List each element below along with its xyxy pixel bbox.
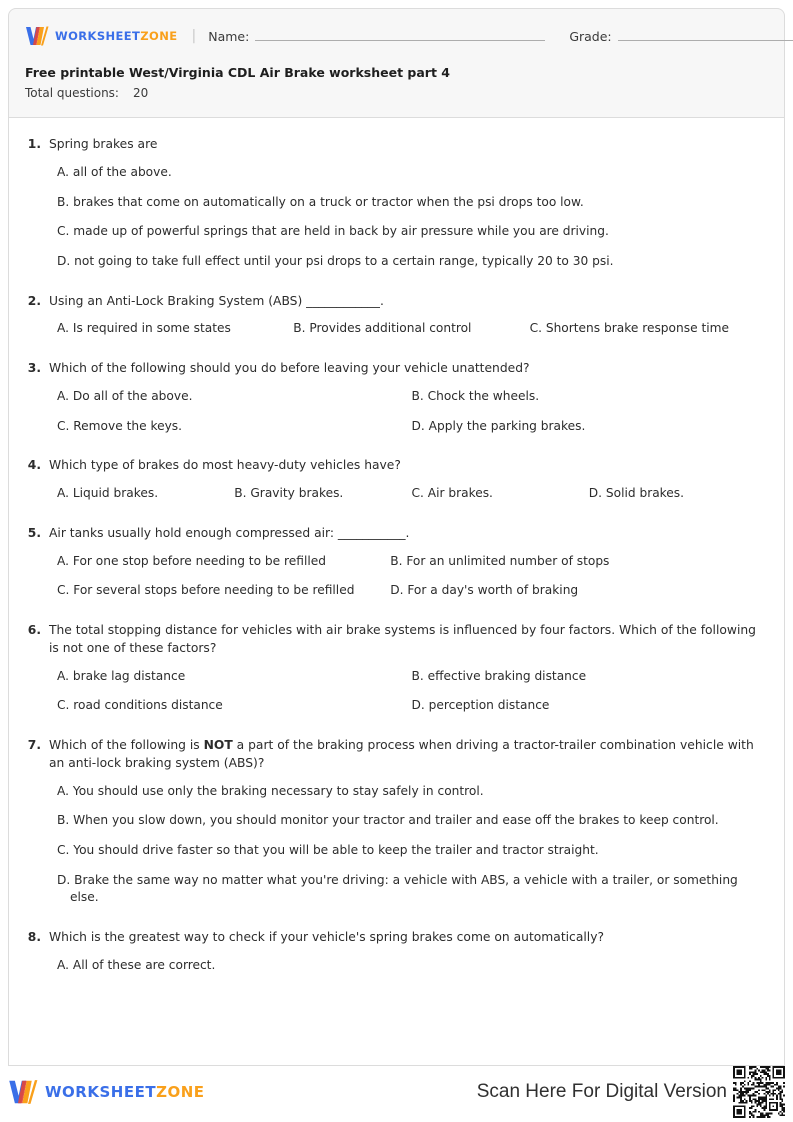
answer-option[interactable] [57, 547, 390, 577]
answer-option[interactable] [412, 662, 767, 692]
brand-logo-zone: ZONE [140, 29, 178, 43]
answer-option-label: B. brakes that come on automatically on a truck or tractor when the psi drops too low. [57, 194, 584, 209]
question-text: Which is the greatest way to check if your vehicle's spring brakes come on automatically? [49, 930, 604, 945]
worksheet-zone-logo-icon [8, 1078, 38, 1106]
worksheet-footer [8, 1068, 785, 1116]
footer-brand-logo-text [45, 1083, 205, 1101]
question-header [27, 136, 766, 154]
answer-option-label: C. Air brakes. [411, 486, 493, 501]
answer-option-label: B. Chock the wheels. [411, 388, 540, 403]
header-identity-row [25, 23, 768, 49]
answer-option-label: B. effective braking distance [411, 668, 587, 683]
answer-option[interactable] [57, 866, 766, 913]
answer-option[interactable] [57, 806, 766, 836]
option-row [57, 866, 766, 913]
question-number: 4. [27, 458, 41, 473]
option-row [57, 188, 766, 218]
answer-option-label: A. brake lag distance [57, 668, 186, 683]
question-options [27, 158, 766, 277]
question-text: Which of the following should you do before leaving your vehicle unattended? [49, 361, 530, 376]
answer-option-label: D. perception distance [411, 698, 550, 713]
total-questions-value: 20 [132, 86, 149, 100]
header-divider: | [191, 28, 197, 44]
question-header [27, 457, 766, 475]
answer-option[interactable] [57, 691, 412, 721]
question-header [27, 929, 766, 947]
answer-option-label: C. For several stops before needing to be refilled [57, 583, 355, 598]
answer-option-label: A. Is required in some states [57, 321, 231, 336]
option-row [57, 662, 766, 692]
answer-option[interactable] [57, 382, 412, 412]
question-item [27, 293, 766, 345]
brand-logo-worksheet: WORKSHEET [55, 29, 141, 43]
name-label: Name: [208, 28, 250, 44]
answer-option-label: A. For one stop before needing to be refilled [57, 553, 326, 568]
question-number: 8. [27, 930, 41, 945]
answer-option[interactable] [234, 479, 411, 509]
answer-option[interactable] [293, 314, 529, 344]
answer-option-label: B. When you slow down, you should monitor your tractor and trailer and ease off the brakes to keep control. [57, 813, 719, 828]
question-options [27, 314, 766, 344]
option-row [57, 479, 766, 509]
answer-option-label: C. Remove the keys. [57, 418, 183, 433]
answer-option-label: C. Shortens brake response time [529, 321, 729, 336]
option-row [57, 806, 766, 836]
option-row [57, 382, 766, 412]
question-item [27, 622, 766, 721]
question-number: 2. [27, 293, 41, 308]
answer-option[interactable] [57, 158, 766, 188]
answer-option-label: B. Provides additional control [293, 321, 472, 336]
answer-option[interactable] [57, 314, 293, 344]
question-header [27, 293, 766, 311]
question-header [27, 360, 766, 378]
footer-brand-zone: ZONE [156, 1083, 205, 1101]
question-options [27, 382, 766, 441]
question-item [27, 525, 766, 606]
question-item [27, 360, 766, 441]
question-options [27, 479, 766, 509]
question-header [27, 737, 766, 773]
question-header [27, 622, 766, 658]
grade-field[interactable] [545, 29, 793, 44]
answer-option[interactable] [57, 217, 766, 247]
grade-input-line[interactable] [618, 30, 793, 41]
question-options [27, 662, 766, 721]
option-row [57, 412, 766, 442]
question-number: 7. [27, 738, 41, 753]
brand-logo[interactable] [25, 25, 178, 47]
answer-option-label: B. Gravity brakes. [234, 486, 344, 501]
answer-option[interactable] [530, 314, 766, 344]
answer-option-label: A. Liquid brakes. [57, 486, 159, 501]
answer-option[interactable] [412, 382, 767, 412]
question-text-emphasis: NOT [203, 738, 233, 753]
option-row [57, 576, 766, 606]
question-options [27, 547, 766, 606]
option-row [57, 217, 766, 247]
question-text: The total stopping distance for vehicles with air brake systems is influenced by four factors. Which of the following is not one of these factors? [49, 623, 756, 655]
option-row [57, 158, 766, 188]
question-item [27, 929, 766, 981]
answer-option[interactable] [57, 247, 766, 277]
answer-option-label: A. All of these are correct. [57, 957, 216, 972]
option-row [57, 691, 766, 721]
question-text-suffix: a part of the braking process when driving a tractor-trailer combination vehicle with an anti-lock braking system (ABS)? [49, 738, 754, 770]
answer-option[interactable] [589, 479, 766, 509]
question-item [27, 457, 766, 509]
answer-option-label: D. Solid brakes. [588, 486, 685, 501]
worksheet-zone-logo-icon [25, 25, 49, 47]
answer-option-label: C. You should drive faster so that you will be able to keep the trailer and tractor straight. [57, 843, 599, 858]
question-options [27, 951, 766, 981]
page-title: Free printable West/Virginia CDL Air Brake worksheet part 4 [25, 65, 450, 80]
option-row [57, 951, 766, 981]
question-options [27, 777, 766, 913]
answer-option[interactable] [412, 412, 767, 442]
option-row [57, 836, 766, 866]
question-number: 3. [27, 361, 41, 376]
option-row [57, 777, 766, 807]
answer-option[interactable] [390, 576, 723, 606]
answer-option-label: D. For a day's worth of braking [390, 583, 579, 598]
footer-brand-logo[interactable] [8, 1078, 205, 1106]
questions-list [8, 118, 785, 1066]
question-number: 6. [27, 623, 41, 638]
question-text: Using an Anti-Lock Braking System (ABS) ____________. [49, 293, 384, 308]
answer-option-label: A. Do all of the above. [57, 388, 193, 403]
header-title-block [25, 65, 768, 100]
answer-option[interactable] [57, 836, 766, 866]
answer-option-label: B. For an unlimited number of stops [390, 553, 610, 568]
answer-option[interactable] [57, 576, 390, 606]
scan-label: Scan Here For Digital Version [476, 1081, 727, 1102]
answer-option-label: A. You should use only the braking necessary to stay safely in control. [57, 783, 484, 798]
scan-section [477, 1066, 785, 1118]
worksheet-header [8, 8, 785, 118]
question-header [27, 525, 766, 543]
option-row [57, 314, 766, 344]
answer-option[interactable] [57, 777, 766, 807]
footer-brand-worksheet: WORKSHEET [45, 1083, 157, 1101]
answer-option-label: A. all of the above. [57, 164, 172, 179]
question-text: Spring brakes are [49, 137, 158, 151]
question-text-prefix: Which of the following is [49, 738, 204, 753]
answer-option[interactable] [57, 412, 412, 442]
answer-option-label: D. not going to take full effect until your psi drops to a certain range, typically 20 to 30 psi. [57, 253, 614, 268]
answer-option[interactable] [390, 547, 723, 577]
total-questions-label: Total questions: [25, 86, 119, 100]
answer-option-label: D. Apply the parking brakes. [411, 418, 586, 433]
answer-option-label: D. Brake the same way no matter what you're driving: a vehicle with ABS, a vehicle with a trailer, or something else. [57, 872, 738, 905]
option-row [57, 247, 766, 277]
answer-option[interactable] [57, 188, 766, 218]
question-number: 5. [27, 525, 41, 540]
option-row [57, 547, 766, 577]
total-questions [25, 86, 768, 100]
grade-label: Grade: [569, 28, 612, 44]
answer-option[interactable] [57, 662, 412, 692]
question-item [27, 136, 766, 277]
answer-option-label: C. road conditions distance [57, 698, 223, 713]
question-text: Which type of brakes do most heavy-duty vehicles have? [49, 458, 401, 473]
question-text [49, 737, 766, 773]
brand-logo-text [55, 29, 178, 43]
question-text: Air tanks usually hold enough compressed air: ___________. [49, 525, 410, 540]
name-input-line[interactable] [255, 30, 545, 41]
answer-option-label: C. made up of powerful springs that are held in back by air pressure while you are driving. [57, 224, 609, 239]
question-number: 1. [27, 137, 41, 151]
question-item [27, 737, 766, 913]
answer-option[interactable] [412, 691, 767, 721]
answer-option[interactable] [57, 951, 766, 981]
name-field[interactable] [208, 29, 545, 44]
answer-option[interactable] [57, 479, 234, 509]
qr-code-icon[interactable] [733, 1066, 785, 1118]
answer-option[interactable] [412, 479, 589, 509]
